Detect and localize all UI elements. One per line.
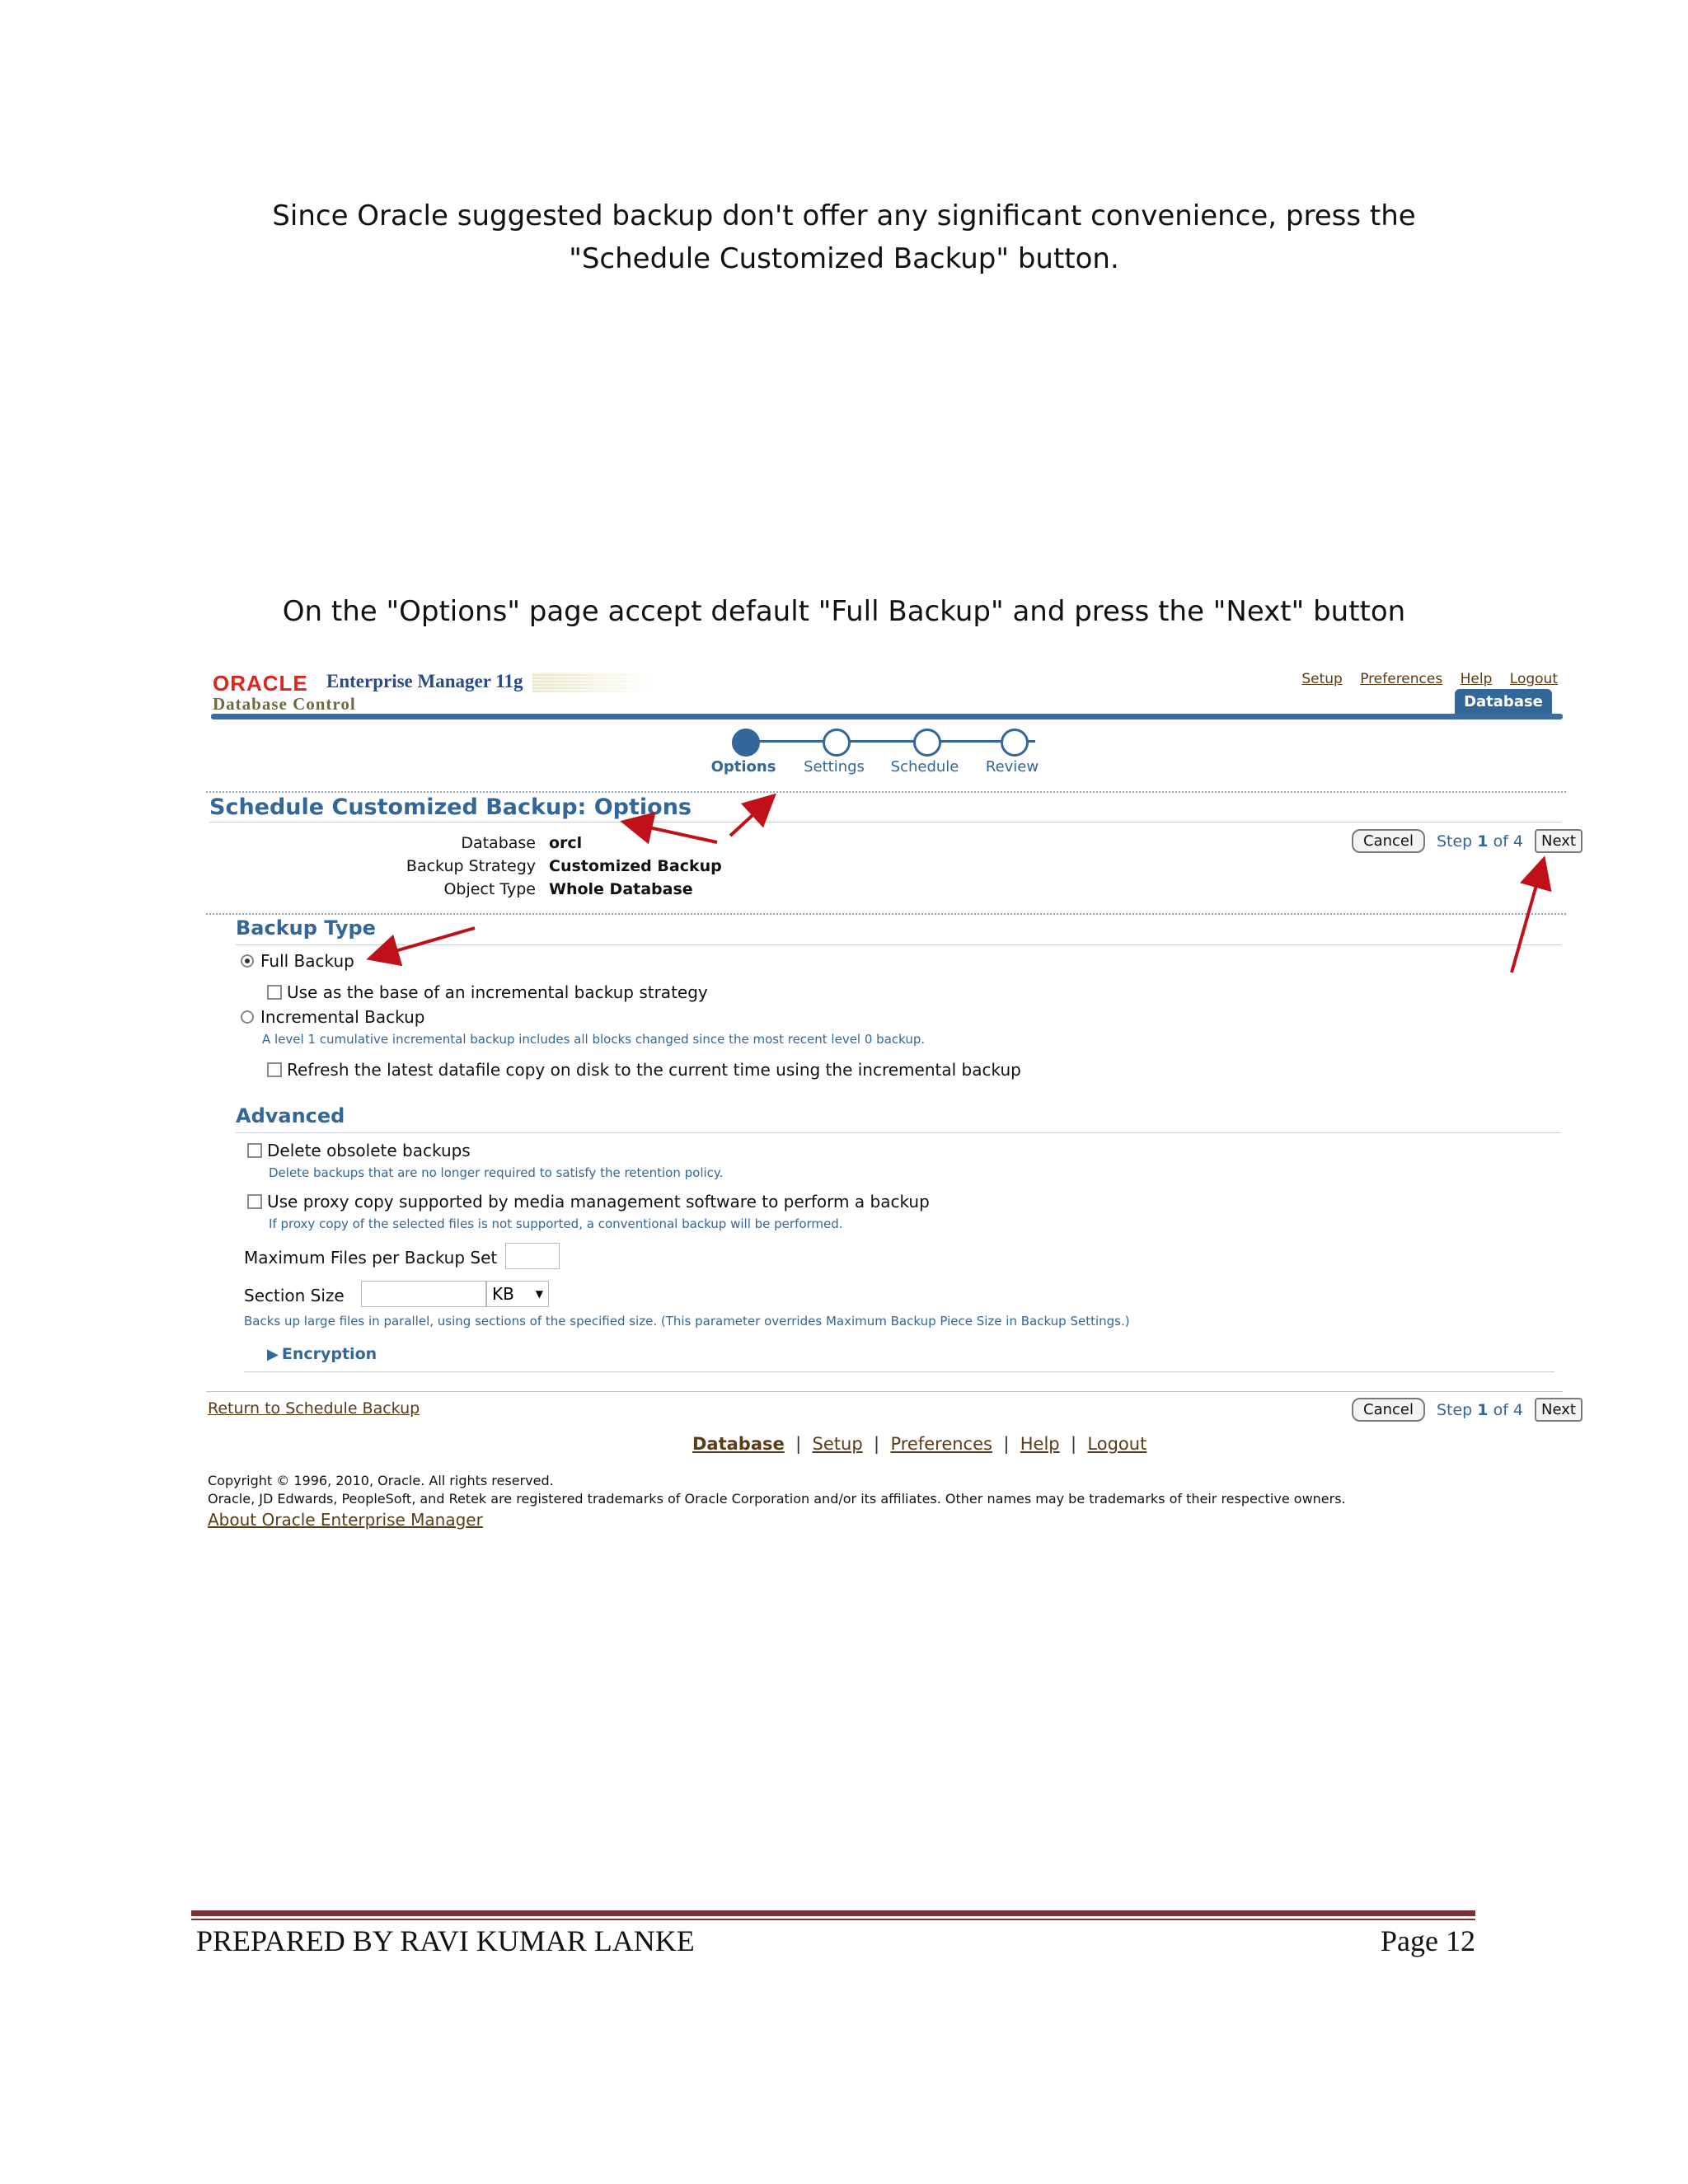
info-value-object-type: Whole Database <box>549 880 693 898</box>
info-label-strategy: Backup Strategy <box>406 857 536 875</box>
oracle-logo: ORACLE <box>213 671 308 696</box>
step-suffix: of 4 <box>1493 832 1524 851</box>
train-label-settings[interactable]: Settings <box>804 758 865 776</box>
obsolete-hint: Delete backups that are no longer required to satisfy the retention policy. <box>269 1165 724 1180</box>
footer-rule-thin <box>191 1919 1475 1920</box>
arrow-to-next <box>1512 862 1543 972</box>
next-button-bottom[interactable]: Next <box>1535 1398 1582 1422</box>
proxy-label: Use proxy copy supported by media management software to perform a backup <box>267 1192 930 1212</box>
footer-link-setup[interactable]: Setup <box>812 1434 863 1454</box>
backup-type-heading: Backup Type <box>236 916 376 940</box>
full-backup-label: Full Backup <box>260 951 354 971</box>
cancel-button-bottom[interactable]: Cancel <box>1352 1398 1425 1422</box>
footer-link-database[interactable]: Database <box>692 1434 785 1454</box>
info-value-database: orcl <box>549 834 583 852</box>
arrow-to-title <box>626 823 717 842</box>
global-link-help[interactable]: Help <box>1460 671 1493 687</box>
step-suffix: of 4 <box>1493 1400 1524 1419</box>
train-label-options: Options <box>710 758 776 776</box>
section-size-label: Section Size <box>244 1286 345 1305</box>
incremental-hint: A level 1 cumulative incremental backup includes all blocks changed since the most recent level 0 backup. <box>262 1032 926 1047</box>
arrow-to-full-backup <box>373 928 475 958</box>
cancel-button-top[interactable]: Cancel <box>1352 829 1425 853</box>
annotation-arrows <box>206 659 1591 1582</box>
obsolete-label: Delete obsolete backups <box>267 1141 471 1160</box>
step-number: 1 <box>1477 1400 1489 1419</box>
step-number: 1 <box>1477 832 1489 851</box>
footer-link-preferences[interactable]: Preferences <box>890 1434 992 1454</box>
about-oracle-em-link[interactable]: About Oracle Enterprise Manager <box>208 1510 483 1530</box>
proxy-hint: If proxy copy of the selected files is not supported, a conventional backup will be performed. <box>269 1216 843 1231</box>
intro-paragraph-1: Since Oracle suggested backup don't offer any significant convenience, press the "Schedule Customized Backup" button. <box>272 199 1416 275</box>
advanced-heading: Advanced <box>236 1104 345 1127</box>
footer-author: PREPARED BY RAVI KUMAR LANKE <box>196 1924 695 1957</box>
arrow-to-options <box>730 798 771 836</box>
info-label-database: Database <box>461 834 536 852</box>
encryption-label: Encryption <box>281 1345 377 1363</box>
return-to-schedule-backup-link[interactable]: Return to Schedule Backup <box>208 1399 420 1418</box>
screenshot <box>206 659 1591 1582</box>
train-label-review[interactable]: Review <box>985 758 1039 776</box>
global-link-setup[interactable]: Setup <box>1301 671 1343 687</box>
info-value-strategy: Customized Backup <box>549 857 722 875</box>
trademark-text: Oracle, JD Edwards, PeopleSoft, and Retek are registered trademarks of Oracle Corporation and/or its affiliates. Other names may be trademarks of their respective owners. <box>208 1491 1346 1507</box>
product-name: Enterprise Manager 11g <box>326 671 523 691</box>
disclosure-triangle-icon: ▶ <box>267 1345 279 1363</box>
page-number: Page 12 <box>1381 1924 1475 1957</box>
max-files-label: Maximum Files per Backup Set <box>244 1248 498 1268</box>
incremental-base-label: Use as the base of an incremental backup strategy <box>287 982 708 1002</box>
next-button-top[interactable]: Next <box>1535 829 1582 853</box>
incremental-backup-label: Incremental Backup <box>260 1007 425 1027</box>
section-size-hint: Backs up large files in parallel, using sections of the specified size. (This parameter overrides Maximum Backup Piece Size in Backup Settings.) <box>244 1314 1130 1329</box>
copyright-text: Copyright © 1996, 2010, Oracle. All rights reserved. <box>208 1473 554 1488</box>
page-title: Schedule Customized Backup: Options <box>209 794 692 820</box>
tab-database[interactable]: Database <box>1455 689 1552 715</box>
train-label-schedule[interactable]: Schedule <box>890 758 959 776</box>
step-prefix: Step <box>1436 832 1473 851</box>
intro-paragraph-2: On the "Options" page accept default "Full Backup" and press the "Next" button <box>282 595 1406 628</box>
footer-link-logout[interactable]: Logout <box>1087 1434 1147 1454</box>
footer-links: Database | Setup | Preferences | Help | Logout <box>692 1434 1147 1454</box>
chevron-down-icon: ▼ <box>535 1288 543 1300</box>
unit-select-value: KB <box>492 1284 514 1304</box>
step-prefix: Step <box>1436 1400 1473 1419</box>
footer-rule-thick <box>191 1910 1475 1916</box>
refresh-label: Refresh the latest datafile copy on disk to the current time using the incremental backup <box>287 1060 1021 1080</box>
global-link-preferences[interactable]: Preferences <box>1360 671 1443 687</box>
global-link-logout[interactable]: Logout <box>1509 671 1558 687</box>
product-subtitle: Database Control <box>213 694 356 714</box>
info-label-object-type: Object Type <box>443 880 536 898</box>
footer-link-help[interactable]: Help <box>1020 1434 1060 1454</box>
